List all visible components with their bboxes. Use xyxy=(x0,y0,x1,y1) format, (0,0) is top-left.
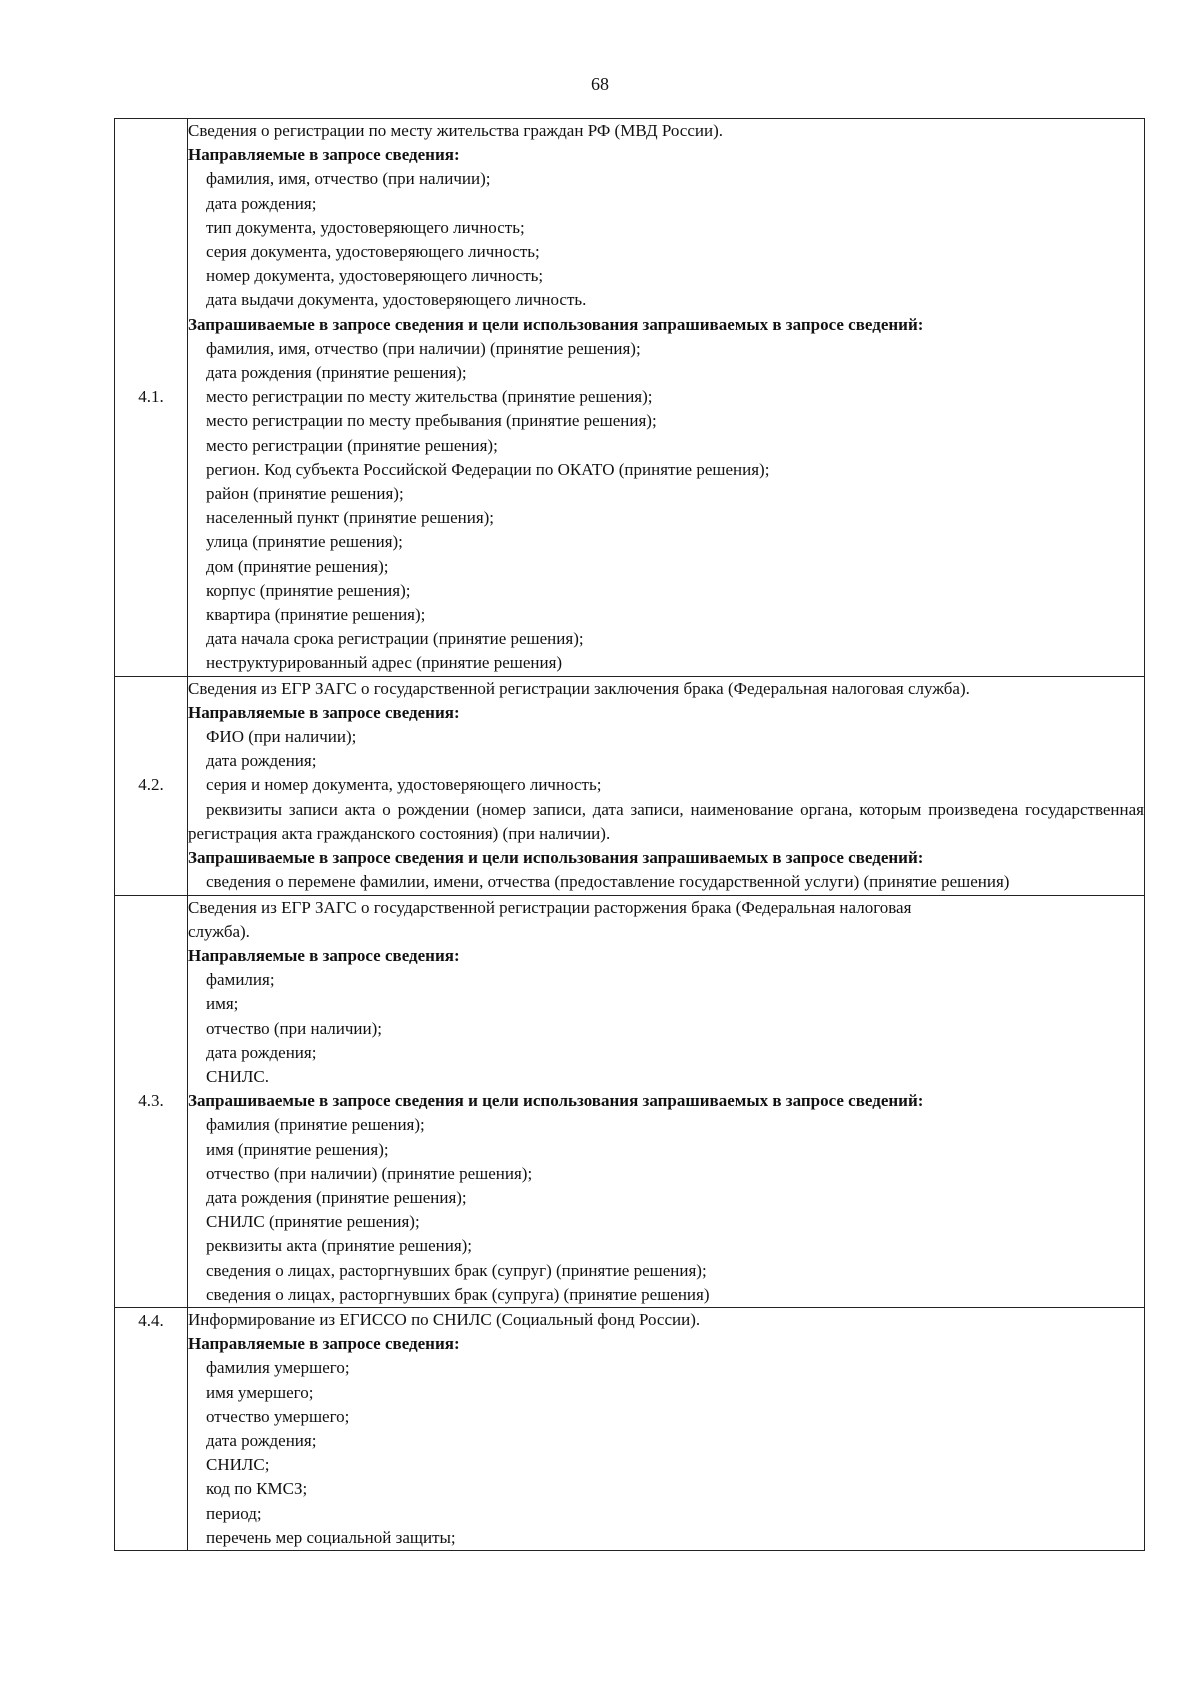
sent-heading: Направляемые в запросе сведения: xyxy=(188,145,460,165)
list-item: место регистрации по месту пребывания (принятие решения); xyxy=(206,411,657,431)
list-item: номер документа, удостоверяющего личность; xyxy=(206,266,544,286)
list-item: имя; xyxy=(206,994,239,1014)
list-item: перечень мер социальной защиты; xyxy=(206,1527,456,1547)
sent-heading: Направляемые в запросе сведения: xyxy=(188,702,460,722)
list-item: отчество умершего; xyxy=(206,1406,350,1426)
list-item: неструктурированный адрес (принятие решения) xyxy=(206,653,563,673)
requests-table xyxy=(114,118,1145,1551)
list-item: дата рождения (принятие решения); xyxy=(206,1187,467,1207)
list-item: улица (принятие решения); xyxy=(206,532,403,552)
list-item: реквизиты акта (принятие решения); xyxy=(206,1236,473,1256)
row-number: 4.2. xyxy=(115,676,188,895)
list-item: дата рождения; xyxy=(206,1430,317,1450)
list-item: отчество (при наличии); xyxy=(206,1018,382,1038)
requested-heading: Запрашиваемые в запросе сведения и цели использования запрашиваемых в запросе сведений: xyxy=(188,314,924,334)
list-item: серия и номер документа, удостоверяющего личность; xyxy=(206,775,602,795)
list-item: сведения о лицах, расторгнувших брак (супруг) (принятие решения); xyxy=(206,1260,707,1280)
list-item: квартира (принятие решения); xyxy=(206,605,426,625)
list-item: регион. Код субъекта Российской Федерации по ОКАТО (принятие решения); xyxy=(206,459,770,479)
row-number: 4.3. xyxy=(115,895,188,1307)
list-item: дом (принятие решения); xyxy=(206,556,389,576)
list-item: серия документа, удостоверяющего личность; xyxy=(206,242,540,262)
list-item: район (принятие решения); xyxy=(206,484,404,504)
table-row xyxy=(115,119,1145,677)
list-item: дата рождения; xyxy=(206,193,317,213)
table-row xyxy=(115,895,1145,1307)
row-number: 4.4. xyxy=(115,1307,188,1550)
list-item-paragraph: сведения о перемене фамилии, имени, отчества (предоставление государственной услуги) (принятие решения) xyxy=(206,872,1010,892)
row-title: Сведения о регистрации по месту жительства граждан РФ (МВД России). xyxy=(188,121,724,140)
row-title-continued: служба). xyxy=(188,921,250,941)
list-item: тип документа, удостоверяющего личность; xyxy=(206,217,525,237)
list-item: код по КМСЗ; xyxy=(206,1479,308,1499)
list-item: сведения о лицах, расторгнувших брак (супруга) (принятие решения) xyxy=(206,1284,710,1304)
row-title: Сведения из ЕГР ЗАГС о государственной регистрации расторжения брака (Федеральная налоговая xyxy=(188,897,912,917)
row-content xyxy=(188,1307,1145,1550)
list-item: дата рождения; xyxy=(206,1042,317,1062)
requested-heading: Запрашиваемые в запросе сведения и цели использования запрашиваемых в запросе сведений: xyxy=(188,848,924,868)
requested-heading: Запрашиваемые в запросе сведения и цели использования запрашиваемых в запросе сведений: xyxy=(188,1091,924,1111)
list-item: фамилия умершего; xyxy=(206,1358,350,1378)
list-item: место регистрации (принятие решения); xyxy=(206,435,498,455)
list-item: имя умершего; xyxy=(206,1382,314,1402)
list-item: имя (принятие решения); xyxy=(206,1139,389,1159)
sent-heading: Направляемые в запросе сведения: xyxy=(188,1334,460,1354)
sent-heading: Направляемые в запросе сведения: xyxy=(188,945,460,965)
table-row xyxy=(115,1307,1145,1550)
list-item: фамилия, имя, отчество (при наличии) (принятие решения); xyxy=(206,338,641,358)
row-content xyxy=(188,676,1145,895)
list-item: фамилия (принятие решения); xyxy=(206,1115,425,1135)
list-item: период; xyxy=(206,1503,262,1523)
list-item: СНИЛС (принятие решения); xyxy=(206,1212,420,1232)
list-item: СНИЛС. xyxy=(206,1066,270,1086)
list-item: место регистрации по месту жительства (принятие решения); xyxy=(206,387,653,407)
list-item: дата рождения; xyxy=(206,751,317,771)
row-title: Сведения из ЕГР ЗАГС о государственной регистрации заключения брака (Федеральная налоговая служба). xyxy=(188,678,970,698)
list-item: дата рождения (принятие решения); xyxy=(206,363,467,383)
list-item: отчество (при наличии) (принятие решения); xyxy=(206,1163,533,1183)
list-item: корпус (принятие решения); xyxy=(206,580,411,600)
list-item: ФИО (при наличии); xyxy=(206,727,357,747)
page-number: 68 xyxy=(591,74,609,94)
list-item: дата начала срока регистрации (принятие решения); xyxy=(206,629,584,649)
list-item: СНИЛС; xyxy=(206,1455,270,1475)
list-item: фамилия; xyxy=(206,970,275,990)
table-row xyxy=(115,676,1145,895)
list-item: фамилия, имя, отчество (при наличии); xyxy=(206,169,491,189)
row-title: Информирование из ЕГИССО по СНИЛС (Социальный фонд России). xyxy=(188,1309,701,1329)
row-number: 4.1. xyxy=(115,119,188,677)
list-item-paragraph: реквизиты записи акта о рождении (номер записи, дата записи, наименование органа, которым произведена государственная регистрация акта гражданского состояния) (при наличии). xyxy=(188,799,1144,843)
row-content xyxy=(188,895,1145,1307)
row-content xyxy=(188,119,1145,677)
list-item: населенный пункт (принятие решения); xyxy=(206,508,495,528)
list-item: дата выдачи документа, удостоверяющего личность. xyxy=(206,290,587,310)
